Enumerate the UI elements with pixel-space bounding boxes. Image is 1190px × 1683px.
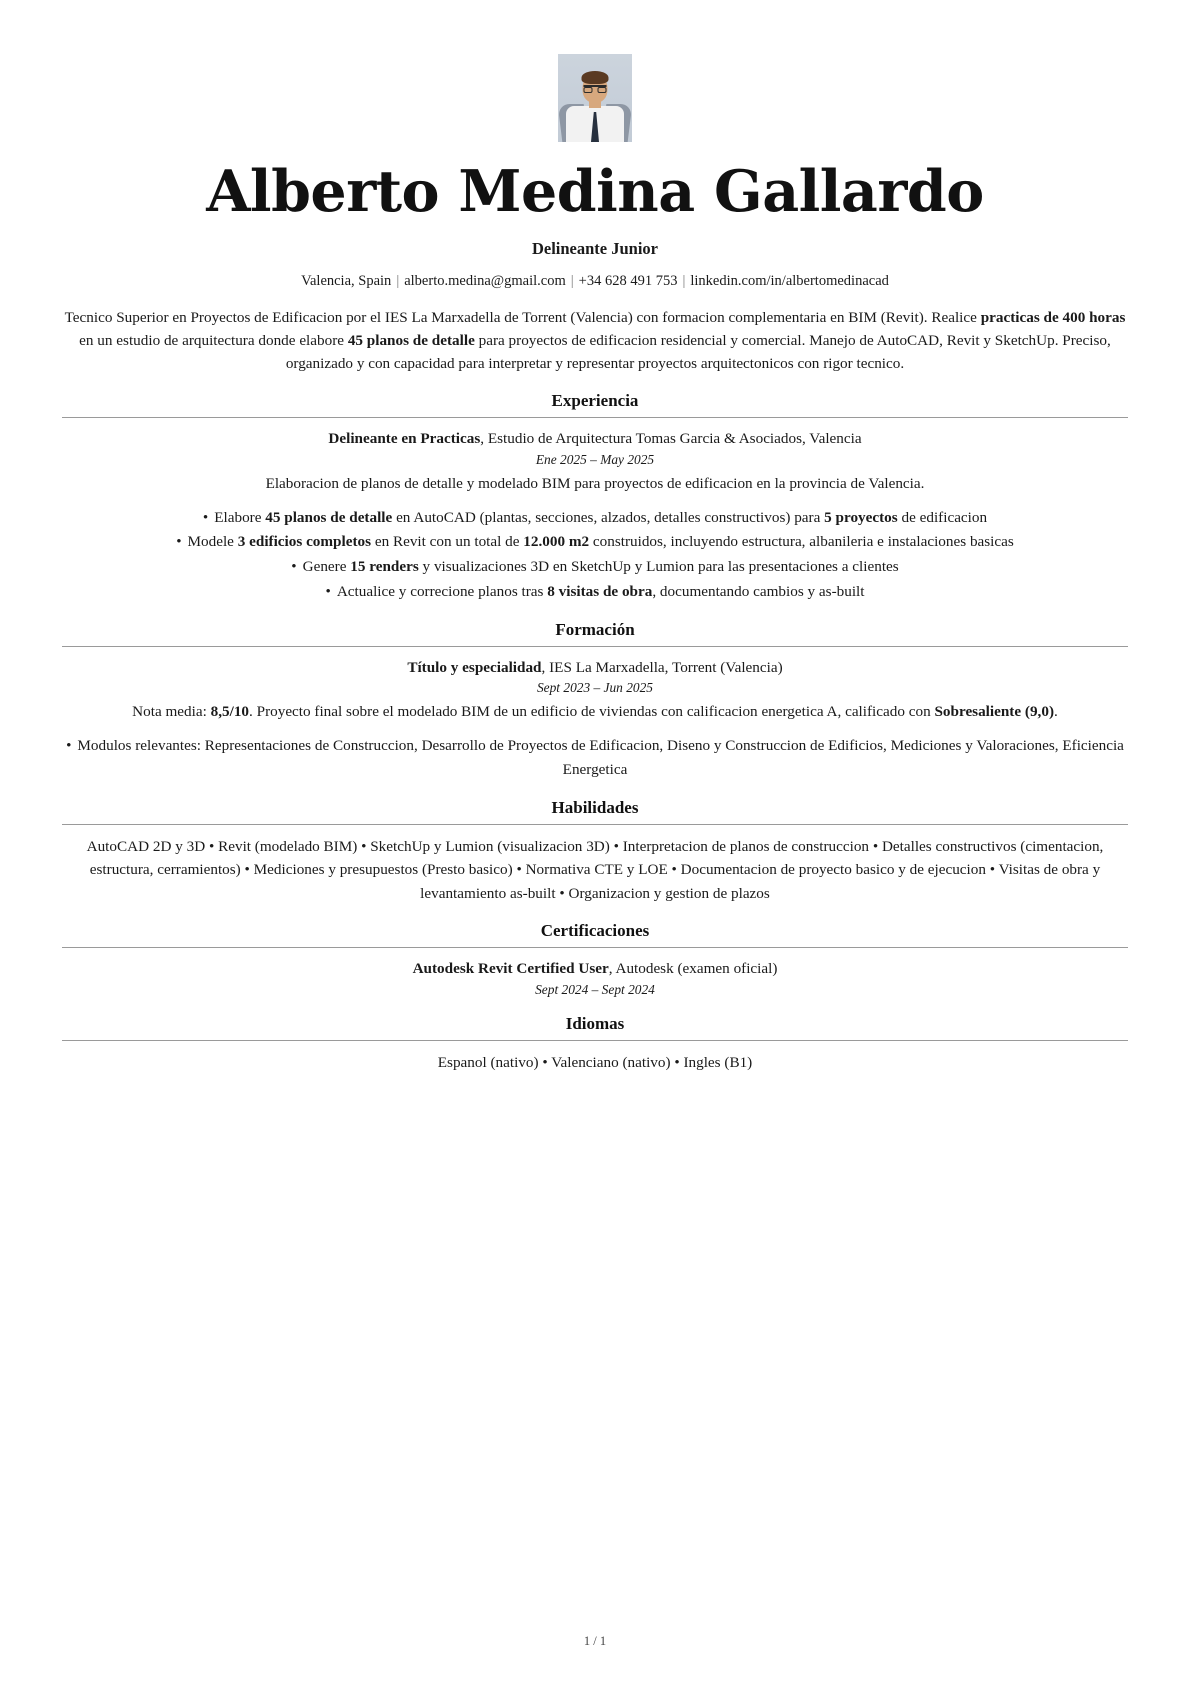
section-experiencia [62,391,1128,603]
bullet-text [337,583,865,600]
photo-hair [582,71,609,84]
section-certificaciones [62,921,1128,998]
section-heading: Experiencia [551,391,639,411]
section-idiomas [62,1014,1128,1075]
section-heading: Idiomas [565,1014,625,1034]
bullet-item [62,506,1128,530]
plain-text: para proyectos de edificacion residencial y comercial. Manejo de AutoCAD, Revit y SketchUp. Preciso, organizado y con capacidad para interpretar y representar proyectos arquitectonicos con rigor tecnico. [285,331,1111,373]
language-separator: • [670,1054,684,1072]
bullet-item [62,555,1128,579]
contact-phone[interactable]: +34 628 491 753 [578,272,678,289]
contact-email[interactable]: alberto.medina@gmail.com [404,272,566,289]
skill-item: AutoCAD 2D y 3D [86,837,206,855]
plain-text: en AutoCAD (plantas, secciones, alzados, detalles constructivos) para [392,508,825,526]
skill-separator: • [667,861,681,879]
glasses-icon [584,85,607,91]
emphasis-text: Autodesk Revit Certified User [412,960,609,978]
entry-title [62,428,1128,451]
entry-description [62,701,1128,724]
skill-separator: • [985,861,999,879]
skill-separator: • [357,837,371,855]
bullet-text [303,558,899,575]
plain-text: . Proyecto final sobre el modelado BIM de un edificio de viviendas con calificacion energetica A, calificado con [249,703,935,721]
section-divider [62,1040,1128,1041]
profile-photo-container [62,54,1128,142]
section-divider [62,646,1128,647]
skill-item: Documentacion de proyecto basico y de ejecucion [680,861,986,879]
language-item: Ingles (B1) [683,1054,753,1072]
bullet-item [62,734,1128,781]
emphasis-text: 15 renders [350,558,419,576]
entry-title [62,958,1128,981]
emphasis-text: 8 visitas de obra [547,582,653,600]
emphasis-text: Sobresaliente (9,0) [934,703,1055,721]
emphasis-text: 45 planos de detalle [347,331,475,349]
emphasis-text: 45 planos de detalle [265,508,393,526]
plain-text: , Autodesk (examen oficial) [608,960,778,978]
skill-item: Mediciones y presupuestos (Presto basico) [253,861,513,879]
bullet-text [77,737,1124,778]
plain-text: Tecnico Superior en Proyectos de Edificacion por el IES La Marxadella de Torrent (Valencia) con formacion complementaria en BIM (Revit). Realice [64,308,981,326]
entry-dates: Ene 2025 – May 2025 [535,451,655,467]
skill-item: Detalles constructivos (cimentacion, estructura, cerramientos) [89,837,1104,879]
emphasis-text: 5 proyectos [824,508,898,526]
skill-separator: • [609,837,623,855]
page-footer: 1 / 1 [583,1634,607,1648]
contact-separator: | [570,272,574,289]
emphasis-text: Delineante en Practicas [328,430,481,448]
entry-description: Elaboracion de planos de detalle y modelado BIM para proyectos de edificacion en la provincia de Valencia. [265,474,925,492]
section-divider [62,417,1128,418]
bullet-list [62,734,1128,781]
section-divider [62,824,1128,825]
emphasis-text: 12.000 m2 [523,533,590,551]
entry [62,657,1128,782]
skill-separator: • [512,861,526,879]
language-separator: • [538,1054,552,1072]
entry-dates: Sept 2024 – Sept 2024 [535,982,655,998]
entry-title [62,657,1128,680]
section-divider [62,947,1128,948]
page-title: Alberto Medina Gallardo [206,158,984,225]
plain-text: . [1054,703,1058,721]
entry-dates: Sept 2023 – Jun 2025 [536,680,654,696]
skill-item: Interpretacion de planos de construccion [622,837,870,855]
section-heading: Habilidades [551,797,639,817]
skill-separator: • [205,837,219,855]
plain-text: Elabore [214,508,266,526]
plain-text: en un estudio de arquitectura donde elabore [79,331,348,349]
plain-text: construidos, incluyendo estructura, albanileria e instalaciones basicas [589,533,1014,551]
plain-text: Modele [187,533,238,551]
profile-summary [62,306,1128,375]
language-item: Espanol (nativo) [437,1054,539,1072]
skill-item: Normativa CTE y LOE [525,861,668,879]
bullet-text [188,533,1014,550]
plain-text: y visualizaciones 3D en SketchUp y Lumion para las presentaciones a clientes [418,558,899,576]
section-habilidades [62,798,1128,906]
plain-text: Actualice y correcione planos tras [336,582,548,600]
section-formacion [62,620,1128,782]
contact-linkedin[interactable]: linkedin.com/in/albertomedinacad [690,272,889,289]
emphasis-text: 8,5/10 [210,703,250,721]
resume-sections [62,391,1128,1074]
contact-separator: | [396,272,400,289]
plain-text: , documentando cambios y as-built [652,582,865,600]
skill-separator: • [869,837,882,855]
languages-list [62,1051,1128,1075]
section-heading: Formación [555,619,635,639]
profile-photo [558,54,632,142]
skill-item: SketchUp y Lumion (visualizacion 3D) [370,837,610,855]
skill-item: Revit (modelado BIM) [218,837,358,855]
section-heading: Certificaciones [540,921,650,941]
plain-text: en Revit con un total de [371,533,524,551]
plain-text: de edificacion [897,508,988,526]
plain-text: , Estudio de Arquitectura Tomas Garcia & Asociados, Valencia [480,430,862,448]
bullet-item [62,580,1128,604]
entry [62,958,1128,998]
skill-item: Organizacion y gestion de plazos [568,884,770,902]
contact-location: Valencia, Spain [301,272,392,289]
job-headline: Delineante Junior [531,238,659,258]
bullet-text [214,509,987,526]
emphasis-text: 3 edificios completos [237,533,372,551]
emphasis-text: practicas de 400 horas [980,308,1126,326]
bullet-list [62,506,1128,604]
contact-separator: | [682,272,686,289]
skill-separator: • [240,861,254,879]
emphasis-text: Título y especialidad [407,658,542,676]
skill-item: Visitas de obra y levantamiento as-built [420,861,1101,902]
plain-text: Genere [302,558,351,576]
plain-text: Nota media: [132,703,211,721]
skills-list [62,835,1128,906]
plain-text: Modulos relevantes: Representaciones de Construccion, Desarrollo de Proyectos de Edificacion, Diseno y Construccion de Edificios, Mediciones y Valoraciones, Eficiencia Energetica [77,737,1124,778]
contact-line [62,273,1128,290]
plain-text: , IES La Marxadella, Torrent (Valencia) [541,658,783,676]
skill-separator: • [555,884,569,902]
bullet-item [62,530,1128,554]
language-item: Valenciano (nativo) [551,1054,671,1072]
entry [62,428,1128,603]
